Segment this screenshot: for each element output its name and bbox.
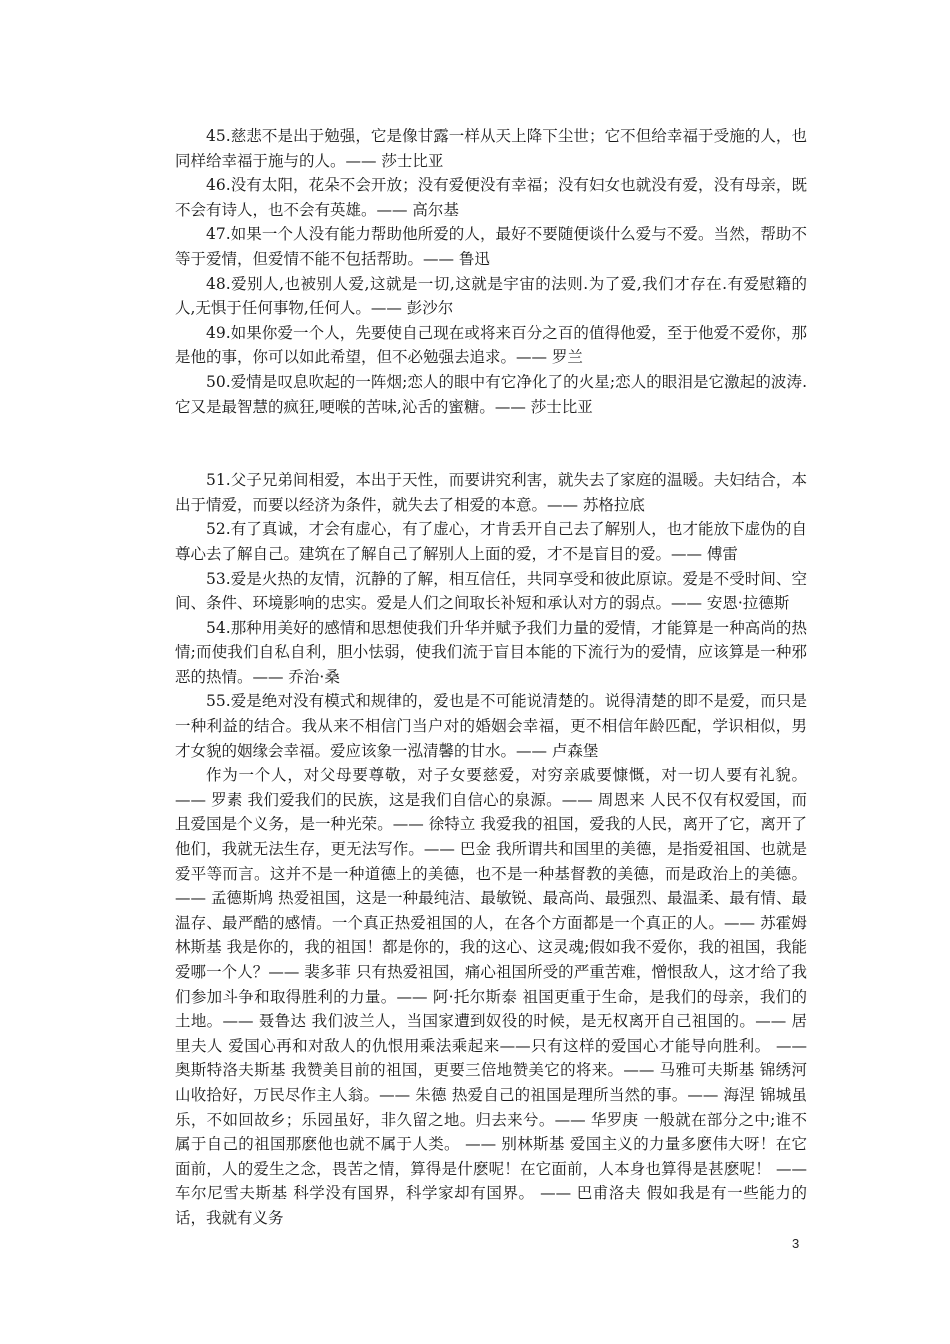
quote-paragraph: 47.如果一个人没有能力帮助他所爱的人，最好不要随便谈什么爱与不爱。当然，帮助不等于爱情，但爱情不能不包括帮助。—— 鲁迅 <box>175 225 807 268</box>
quote-paragraph: 48.爱别人,也被别人爱,这就是一切,这就是宇宙的法则.为了爱,我们才存在.有爱慰籍的人,无惧于任何事物,任何人。—— 彭沙尔 <box>175 274 807 318</box>
quote-paragraph: 53.爱是火热的友情，沉静的了解，相互信任，共同享受和彼此原谅。爱是不受时间、空间、条件、环境影响的忠实。爱是人们之间取长补短和承认对方的弱点。—— 安恩·拉德斯 <box>175 569 807 613</box>
quote-paragraph: 作为一个人，对父母要尊敬，对子女要慈爱，对穷亲戚要慷慨，对一切人要有礼貌。—— 罗素 我们爱我们的民族，这是我们自信心的泉源。—— 周恩来 人民不仅有权爱国，而且爱国是个义务，是一种光荣。—— 徐特立 我爱我的祖国，爱我的人民，离开了它，离开了他们，我就无法生存，更无法写作。—— 巴金 我所谓共和国里的美德，是指爱祖国、也就是爱平等而言。这并不是一种道德上的美德，也不是一种基督教的美德，而是政治上的美德。—— 孟德斯鸠 热爱祖国，这是一种最纯洁、最敏锐、最高尚、最强烈、最温柔、最有情、最温存、最严酷的感情。一个真正热爱祖国的人，在各个方面都是一个真正的人。—— 苏霍姆林斯基 我是你的，我的祖国！都是你的，我的这心、这灵魂;假如我不爱你，我的祖国，我能爱哪一个人？—— 裴多菲 只有热爱祖国，痛心祖国所受的严重苦难，憎恨敌人，这才给了我们参加斗争和取得胜利的力量。—— 阿·托尔斯泰 祖国更重于生命，是我们的母亲，我们的土地。—— 聂鲁达 我们波兰人，当国家遭到奴役的时候，是无权离开自己祖国的。—— 居里夫人 爱国心再和对敌人的仇恨用乘法乘起来——只有这样的爱国心才能导向胜利。 —— 奥斯特洛夫斯基 我赞美目前的祖国，更要三倍地赞美它的将来。—— 马雅可夫斯基 锦绣河山收拾好，万民尽作主人翁。—— 朱德 热爱自己的祖国是理所当然的事。—— 海涅 锦城虽乐，不如回故乡；乐园虽好，非久留之地。归去来兮。—— 华罗庚 一般就在部分之中;谁不属于自己的祖国那麽他也就不属于人类。 —— 别林斯基 爱国主义的力量多麽伟大呀！在它面前，人的爱生之念，畏苦之情，算得是什麽呢！在它面前，人本身也算得是甚麽呢！ —— 车尔尼雪夫斯基 科学没有国界，科学家却有国界。 —— 巴甫洛夫 假如我是有一些能力的话，我就有义务 <box>175 766 807 1227</box>
quote-paragraph: 51.父子兄弟间相爱，本出于天性，而要讲究利害，就失去了家庭的温暖。夫妇结合，本出于情爱，而要以经济为条件，就失去了相爱的本意。—— 苏格拉底 <box>175 471 807 514</box>
quote-paragraph: 52.有了真诚，才会有虚心，有了虚心，才肯丢开自己去了解别人，也才能放下虚伪的自尊心去了解自己。建筑在了解自己了解别人上面的爱，才不是盲目的爱。—— 傅雷 <box>175 520 807 563</box>
document-body <box>175 124 807 1231</box>
quote-paragraph: 55.爱是绝对没有模式和规律的，爱也是不可能说清楚的。说得清楚的即不是爱，而只是一种利益的结合。我从来不相信门当户对的婚姻会幸福，更不相信年龄匹配，学识相似，男才女貌的姻缘会幸福。爱应该象一泓清馨的甘水。—— 卢森堡 <box>175 692 807 760</box>
section-spacer <box>175 419 807 468</box>
quote-paragraph: 45.慈悲不是出于勉强，它是像甘露一样从天上降下尘世；它不但给幸福于受施的人，也同样给幸福于施与的人。—— 莎士比亚 <box>175 127 807 170</box>
quote-paragraph: 46.没有太阳，花朵不会开放；没有爱便没有幸福；没有妇女也就没有爱，没有母亲，既不会有诗人，也不会有英雄。—— 高尔基 <box>175 176 807 219</box>
quote-paragraph: 50.爱情是叹息吹起的一阵烟;恋人的眼中有它净化了的火星;恋人的眼泪是它激起的波涛.它又是最智慧的疯狂,哽喉的苦味,沁舌的蜜糖。—— 莎士比亚 <box>175 372 807 416</box>
quote-paragraph: 49.如果你爱一个人，先要使自己现在或将来百分之百的值得他爱，至于他爱不爱你，那是他的事，你可以如此希望，但不必勉强去追求。—— 罗兰 <box>175 323 807 367</box>
quote-paragraph: 54.那种用美好的感情和思想使我们升华并赋予我们力量的爱情，才能算是一种高尚的热情;而使我们自私自利，胆小怯弱，使我们流于盲目本能的下流行为的爱情，应该算是一种邪恶的热情。—— 乔治·桑 <box>175 618 807 686</box>
page-number: 3 <box>792 1236 800 1251</box>
